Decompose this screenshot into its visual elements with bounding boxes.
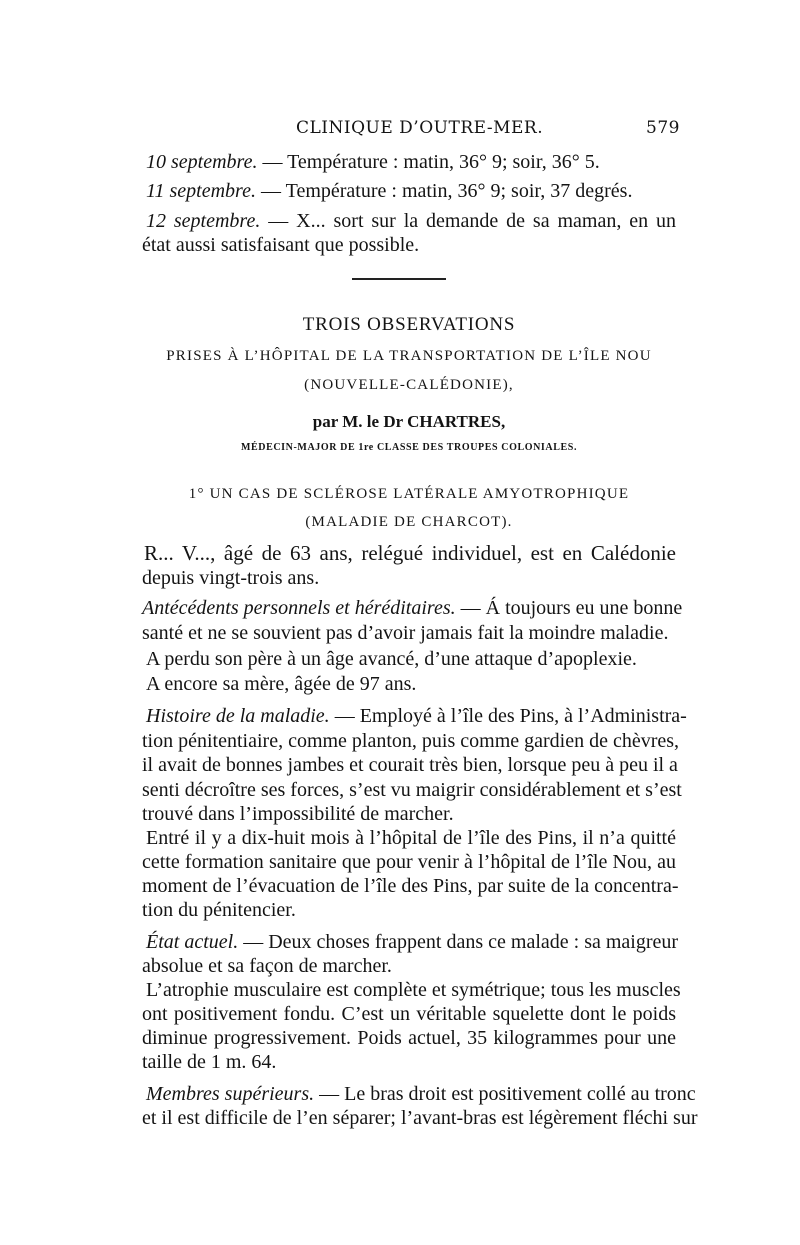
paragraph-line: A perdu son père à un âge avancé, d’une attaque d’apoplexie. — [146, 648, 637, 670]
paragraph-label: État actuel. — [146, 931, 239, 953]
paragraph-line: R... V..., âgé de 63 ans, relégué individuel, est en Calédonie — [144, 541, 676, 565]
paragraph-line: moment de l’évacuation de l’île des Pins, par suite de la concentra- — [142, 875, 679, 897]
author-line — [142, 410, 676, 434]
paragraph-line: taille de 1 m. 64. — [142, 1051, 277, 1073]
article-subtitle-2: (NOUVELLE-CALÉDONIE), — [304, 377, 514, 393]
paragraph-line: et il est difficile de l’en séparer; l’avant-bras est légèrement fléchi sur — [142, 1107, 698, 1129]
running-header-title: CLINIQUE D’OUTRE-MER. — [296, 118, 544, 138]
paragraph-line: ont positivement fondu. C’est un véritable squelette dont le poids — [142, 1003, 676, 1025]
paragraph-line: Entré il y a dix-huit mois à l’hôpital de l’île des Pins, il n’a quitté — [146, 827, 676, 849]
entry-text: — Température : matin, 36° 9; soir, 36° 5. — [262, 151, 600, 173]
paragraph-line: depuis vingt-trois ans. — [142, 567, 320, 589]
paragraph-line: senti décroître ses forces, s’est vu maigrir considérablement et s’est — [142, 779, 682, 801]
paragraph-line: État actuel. — Deux choses frappent dans ce malade : sa maigreur — [146, 931, 679, 953]
entry-10-september — [146, 150, 676, 174]
page-number: 579 — [646, 118, 680, 138]
paragraph-line: Membres supérieurs. — Le bras droit est positivement collé au tronc — [146, 1083, 696, 1105]
entry-continuation: état aussi satisfaisant que possible. — [142, 234, 420, 256]
paragraph-line: Histoire de la maladie. — Employé à l’île des Pins, à l’Administra- — [146, 705, 687, 727]
author-prefix: par — [312, 412, 338, 431]
article-title: TROIS OBSERVATIONS — [302, 314, 516, 335]
paragraph-line: tion du pénitencier. — [142, 899, 296, 921]
paragraph-line: Antécédents personnels et héréditaires. — Á toujours eu une bonne — [142, 597, 683, 619]
entry-date: 12 septembre. — [146, 210, 261, 232]
paragraph-label: Membres supérieurs. — [146, 1083, 315, 1105]
section-heading-1: 1° UN CAS DE SCLÉROSE LATÉRALE AMYOTROPHIQUE — [188, 486, 630, 502]
paragraph-label: Antécédents personnels et héréditaires. — [142, 597, 456, 619]
paragraph-label: Histoire de la maladie. — [146, 705, 330, 727]
entry-12-september — [146, 209, 676, 233]
author-role: MÉDECIN-MAJOR DE 1re CLASSE DES TROUPES COLONIALES. — [240, 442, 578, 453]
entry-date: 11 septembre. — [146, 180, 256, 202]
paragraph-line: absolue et sa façon de marcher. — [142, 955, 392, 977]
author-name: M. le Dr CHARTRES, — [342, 412, 506, 431]
article-subtitle-1: PRISES À L’HÔPITAL DE LA TRANSPORTATION DE L’ÎLE NOU — [166, 348, 652, 364]
paragraph-line: trouvé dans l’impossibilité de marcher. — [142, 803, 454, 825]
entry-date: 10 septembre. — [146, 151, 258, 173]
paragraph-line: cette formation sanitaire que pour venir à l’hôpital de l’île Nou, au — [142, 851, 676, 873]
paragraph-line: diminue progressivement. Poids actuel, 35 kilogrammes pour une — [142, 1027, 676, 1049]
entry-text: — Température : matin, 36° 9; soir, 37 degrés. — [260, 180, 633, 202]
entry-text: — X... sort sur la demande de sa maman, en un — [268, 210, 676, 232]
paragraph-line: L’atrophie musculaire est complète et symétrique; tous les muscles — [146, 979, 681, 1001]
paragraph-line: santé et ne se souvient pas d’avoir jamais fait la moindre maladie. — [142, 622, 669, 644]
paragraph-line: A encore sa mère, âgée de 97 ans. — [146, 673, 417, 695]
paragraph-line: tion pénitentiaire, comme planton, puis comme gardien de chèvres, — [142, 730, 680, 752]
section-heading-2: (MALADIE DE CHARCOT). — [305, 514, 513, 530]
section-divider — [352, 278, 446, 280]
paragraph-line: il avait de bonnes jambes et courait très bien, lorsque peu à peu il a — [142, 754, 678, 776]
entry-11-september — [146, 179, 676, 203]
